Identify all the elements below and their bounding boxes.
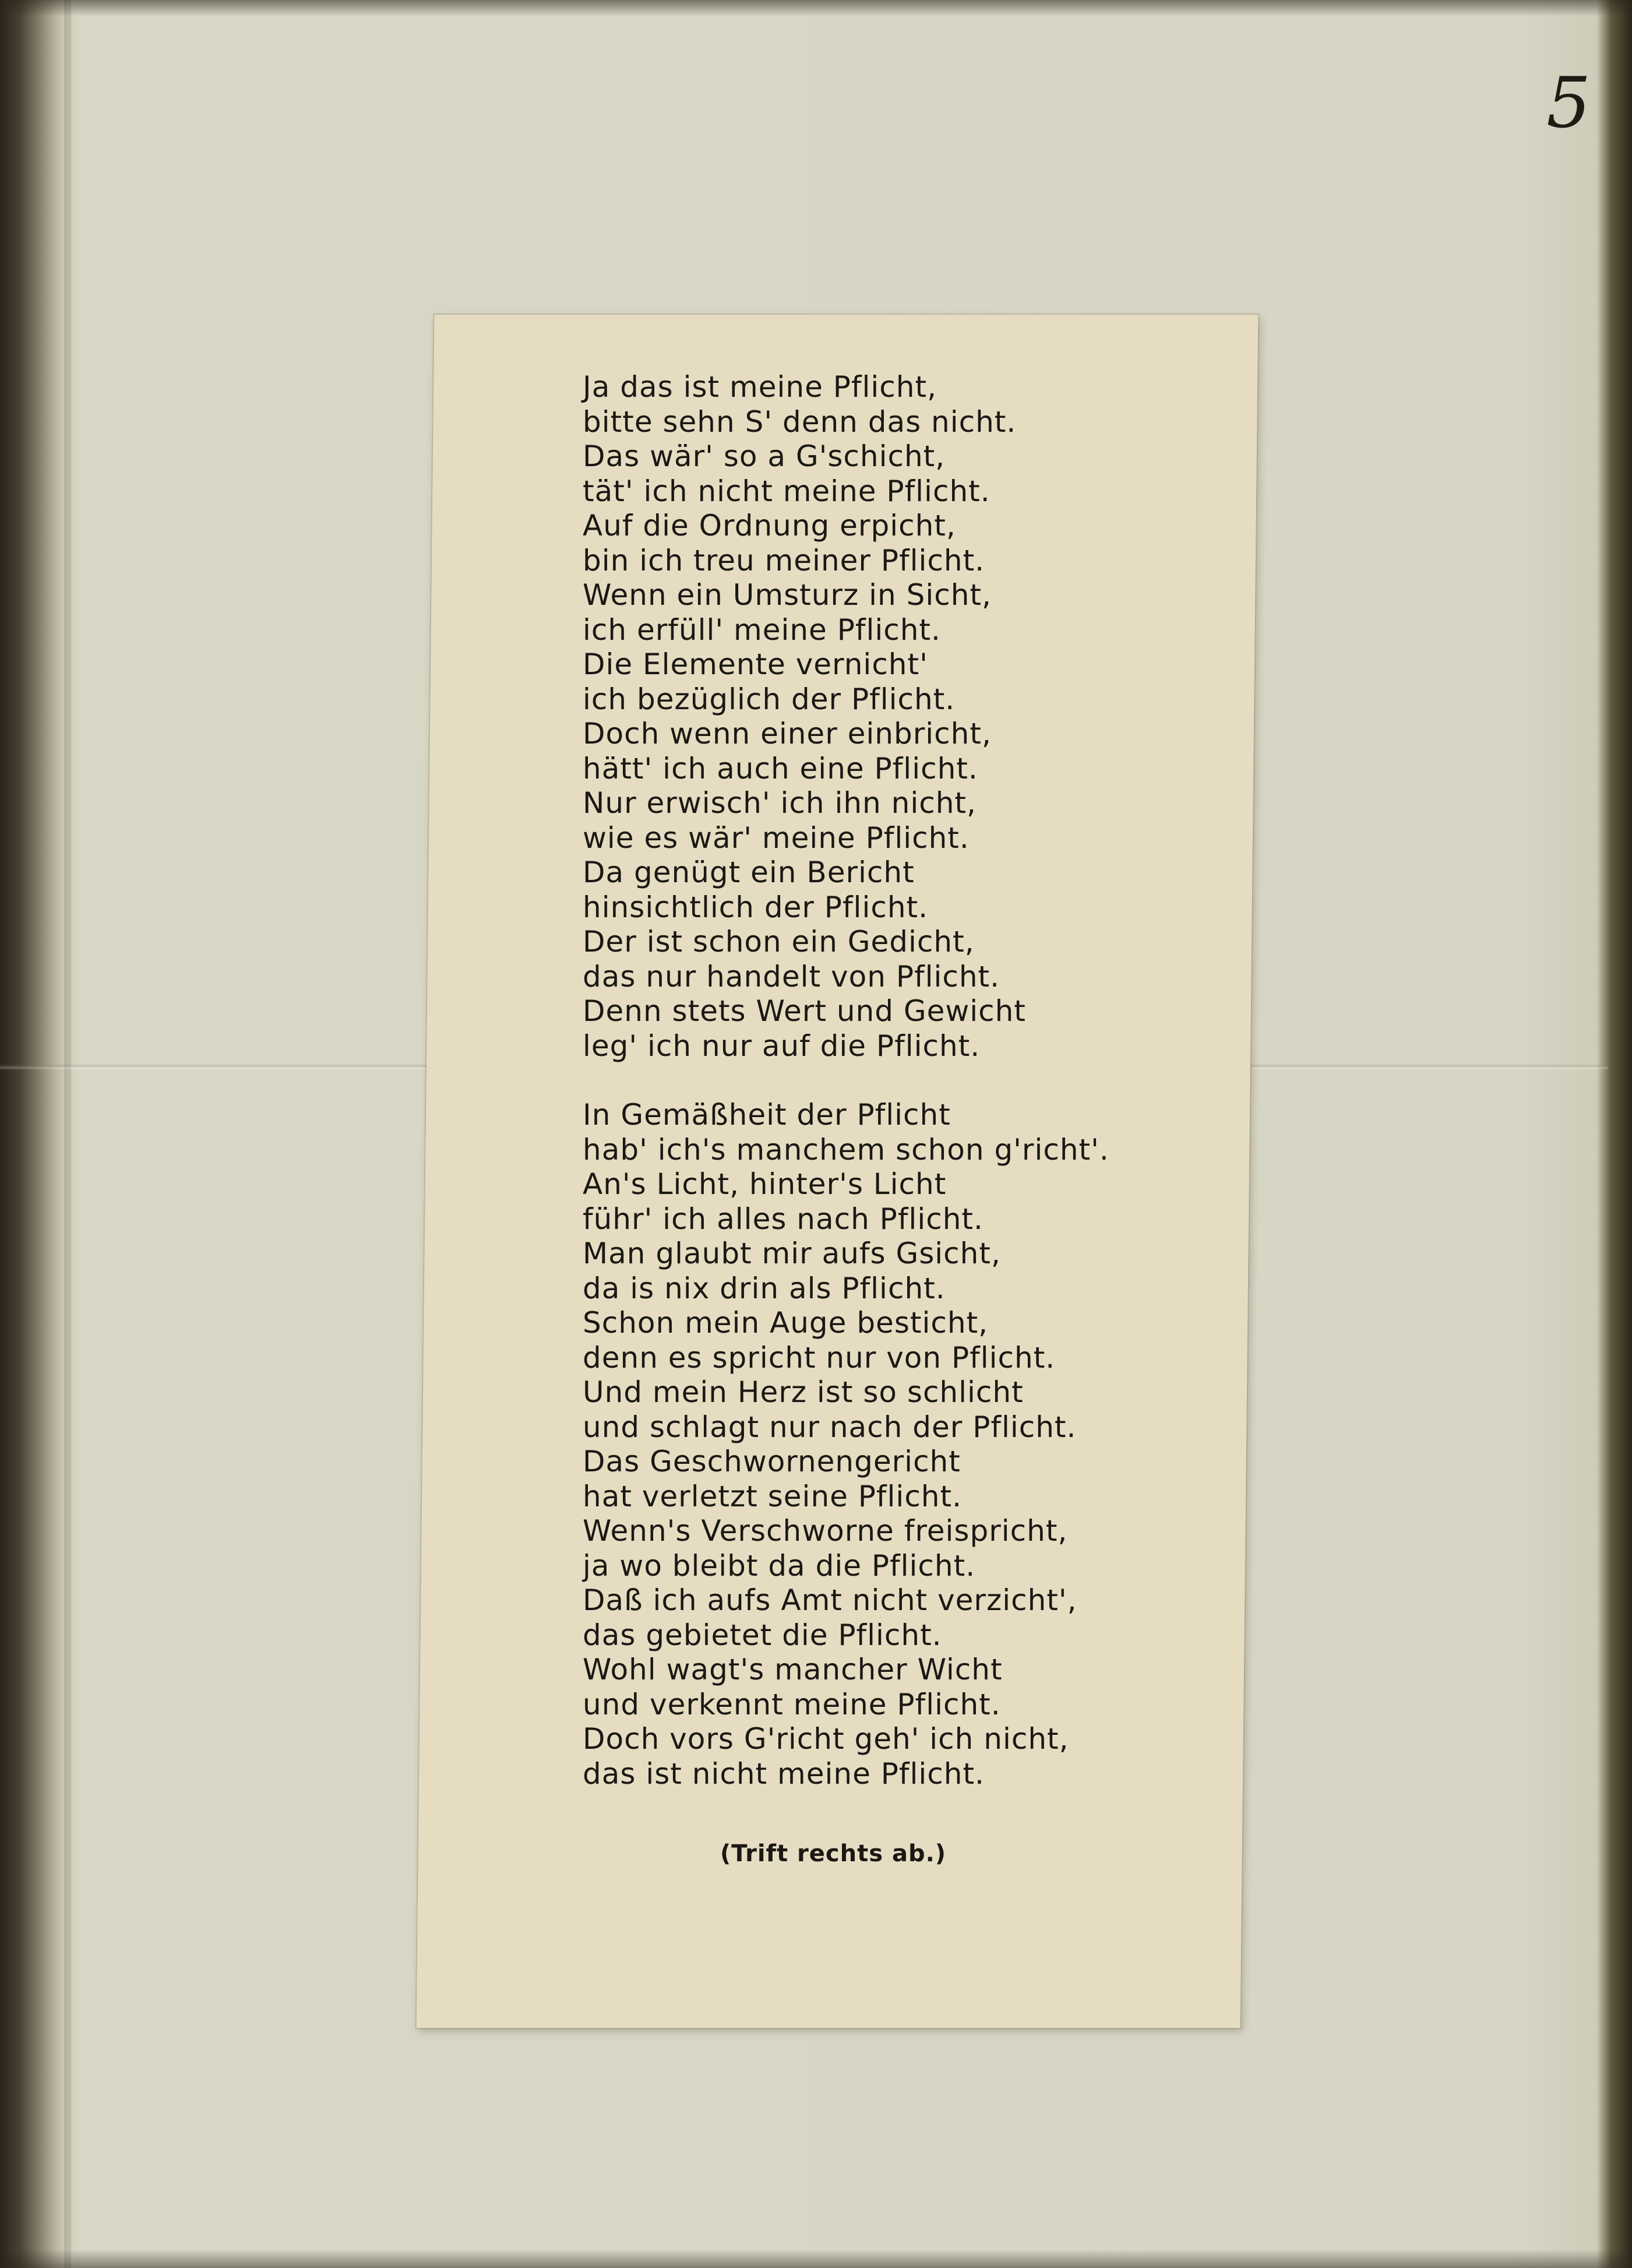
poem-line: ich erfüll' meine Pflicht.: [583, 612, 941, 647]
poem-line: das ist nicht meine Pflicht.: [583, 1756, 985, 1791]
poem-line: In Gemäßheit der Pflicht: [583, 1098, 951, 1132]
poem-line: denn es spricht nur von Pflicht.: [583, 1340, 1056, 1375]
bottom-edge: [0, 2249, 1632, 2268]
poem-line: An's Licht, hinter's Licht: [583, 1167, 947, 1201]
book-spine: [0, 0, 70, 2268]
poem-line: Denn stets Wert und Gewicht: [583, 994, 1026, 1028]
poem-line: Wenn's Verschworne freispricht,: [583, 1514, 1068, 1548]
poem-line: da is nix drin als Pflicht.: [583, 1271, 946, 1305]
poem-line: bin ich treu meiner Pflicht.: [583, 543, 985, 577]
poem-line: und verkennt meine Pflicht.: [583, 1687, 1001, 1721]
poem-line: Daß ich aufs Amt nicht verzicht',: [583, 1583, 1077, 1617]
poem-line: Die Elemente vernicht': [583, 647, 928, 681]
poem-line: bitte sehn S' denn das nicht.: [583, 404, 1017, 439]
poem-line: Wohl wagt's mancher Wicht: [583, 1653, 1003, 1686]
poem-line: hinsichtlich der Pflicht.: [583, 890, 929, 924]
poem-line: Auf die Ordnung erpicht,: [583, 509, 956, 543]
poem-line: hab' ich's manchem schon g'richt'.: [583, 1132, 1109, 1167]
poem-line: Doch wenn einer einbricht,: [583, 717, 992, 751]
poem-line: das nur handelt von Pflicht.: [583, 959, 1000, 994]
poem-text: [583, 370, 1224, 1791]
stanza-2: [583, 1098, 1224, 1791]
poem-line: Das wär' so a G'schicht,: [583, 439, 946, 473]
poem-line: das gebietet die Pflicht.: [583, 1618, 942, 1652]
page-number: 5: [1546, 63, 1591, 144]
poem-line: leg' ich nur auf die Pflicht.: [583, 1029, 981, 1063]
leaf-edge: [64, 0, 71, 2268]
poem-line: wie es wär' meine Pflicht.: [583, 820, 970, 855]
poem-line: tät' ich nicht meine Pflicht.: [583, 474, 991, 508]
poem-line: hätt' ich auch eine Pflicht.: [583, 751, 978, 786]
poem-line: Das Geschwornengericht: [583, 1445, 961, 1478]
poem-line: und schlagt nur nach der Pflicht.: [583, 1410, 1077, 1444]
poem-line: Nur erwisch' ich ihn nicht,: [583, 786, 977, 820]
poem-line: Doch vors G'richt geh' ich nicht,: [583, 1722, 1069, 1756]
poem-line: ich bezüglich der Pflicht.: [583, 682, 956, 716]
stage-direction: (Trift rechts ab.): [720, 1840, 947, 1867]
top-shadow: [0, 0, 1632, 16]
poem-line: Und mein Herz ist so schlicht: [583, 1375, 1024, 1409]
poem-line: führ' ich alles nach Pflicht.: [583, 1202, 984, 1236]
poem-line: Schon mein Auge besticht,: [583, 1306, 989, 1340]
poem-line: Da genügt ein Bericht: [583, 855, 915, 889]
poem-line: hat verletzt seine Pflicht.: [583, 1479, 962, 1513]
poem-line: Man glaubt mir aufs Gsicht,: [583, 1237, 1001, 1270]
poem-line: ja wo bleibt da die Pflicht.: [583, 1548, 976, 1583]
poem-line: Der ist schon ein Gedicht,: [583, 925, 975, 959]
poem-line: Wenn ein Umsturz in Sicht,: [583, 578, 992, 612]
poem-line: Ja das ist meine Pflicht,: [583, 370, 937, 404]
stanza-1: [583, 370, 1224, 1063]
